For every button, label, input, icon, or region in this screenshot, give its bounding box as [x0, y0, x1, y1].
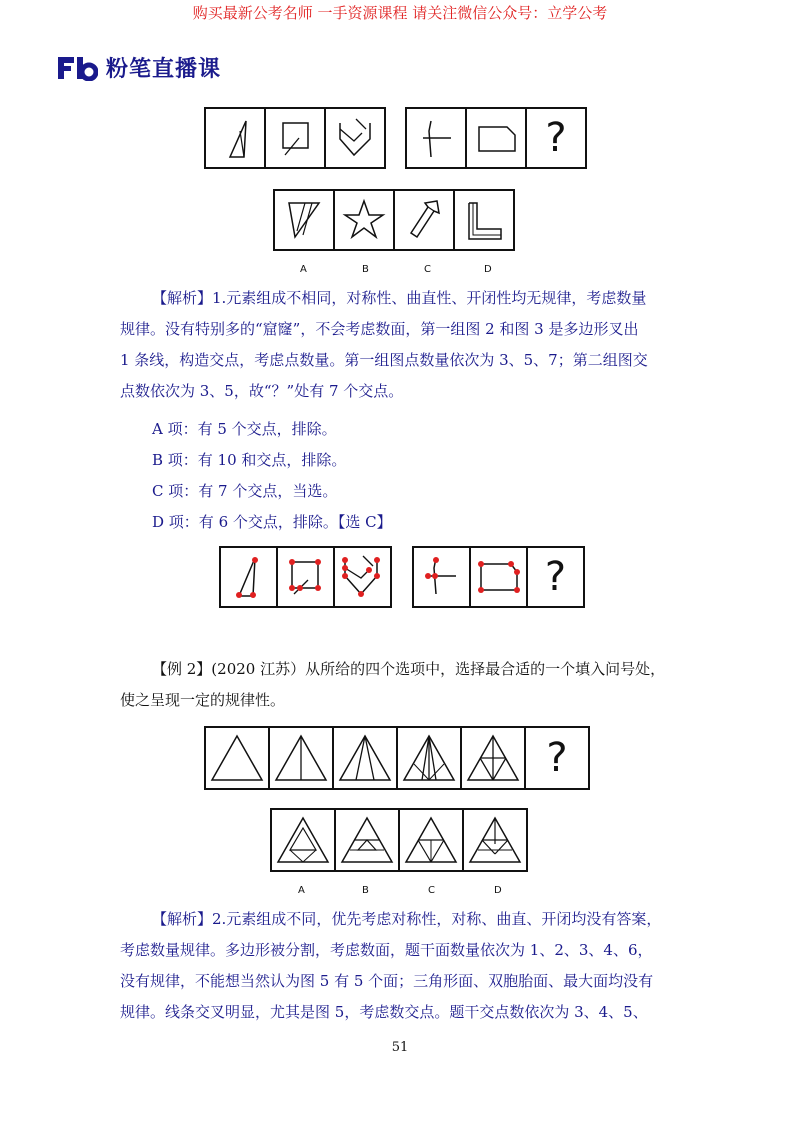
q2-options — [270, 808, 528, 872]
q1-annotated-figure-3 — [333, 546, 392, 608]
brand-logo — [58, 52, 221, 83]
q2-option-d — [462, 808, 528, 872]
q1-options — [273, 189, 515, 251]
q1-option-label-a: A — [300, 264, 307, 275]
q1-figure-4 — [405, 107, 467, 169]
q1-figure-question — [525, 107, 587, 169]
q1-option-d-text: D 项：有 6 个交点，排除。【选 C】 — [152, 513, 392, 531]
fb-logo-icon — [58, 55, 98, 81]
q2-figure-5 — [460, 726, 526, 790]
q1-figure-1 — [204, 107, 266, 169]
q1-annotated-figure-5 — [469, 546, 528, 608]
question-mark: ? — [544, 554, 567, 600]
q1-annotated-question — [526, 546, 585, 608]
q1-annotated-figure-2 — [276, 546, 335, 608]
q2-analysis-line-3: 没有规律，不能想当然认为图 5 有 5 个面；三角形面、双胞胎面、最大面均没有 — [120, 972, 654, 990]
q1-option-a — [273, 189, 335, 251]
q2-stem-line-2: 使之呈现一定的规律性。 — [120, 691, 286, 709]
q2-option-c — [398, 808, 464, 872]
q1-option-label-c: C — [424, 264, 431, 275]
page-number: 51 — [391, 1040, 409, 1055]
q1-analysis-line-4: 点数依次为 3、5，故“？”处有 7 个交点。 — [120, 382, 404, 400]
q1-figure-group-2 — [405, 107, 587, 169]
q2-figure-3 — [332, 726, 398, 790]
q2-figure-question — [524, 726, 590, 790]
question-mark: ? — [545, 115, 567, 161]
q1-option-label-b: B — [362, 264, 369, 275]
q2-option-b — [334, 808, 400, 872]
q1-figure-5 — [465, 107, 527, 169]
q2-analysis-line-1: 【解析】2.元素组成不同，优先考虑对称性，对称、曲直、开闭均没有答案， — [152, 910, 662, 928]
q1-option-label-d: D — [484, 264, 492, 275]
q2-option-a — [270, 808, 336, 872]
q2-analysis-line-2: 考虑数量规律。多边形被分割，考虑数面，题干面数量依次为 1、2、3、4、6， — [120, 941, 653, 959]
q2-figure-2 — [268, 726, 334, 790]
q1-option-c — [393, 189, 455, 251]
q1-annotated-group-1 — [219, 546, 392, 608]
q1-annotated-group-2 — [412, 546, 585, 608]
q1-analysis-line-2: 规律。没有特别多的“窟窿”，不会考虑数面，第一组图 2 和图 3 是多边形叉出 — [120, 320, 639, 338]
header-note: 购买最新公考名师 一手资源课程 请关注微信公众号：立学公考 — [192, 4, 608, 22]
q2-option-label-c: C — [428, 885, 435, 896]
q2-option-label-a: A — [298, 885, 305, 896]
q2-option-label-d: D — [494, 885, 502, 896]
q1-annotated-figure-4 — [412, 546, 471, 608]
q2-figure-row — [204, 726, 590, 790]
q1-annotated-figure-1 — [219, 546, 278, 608]
q1-figure-3 — [324, 107, 386, 169]
q2-figure-4 — [396, 726, 462, 790]
q2-figure-1 — [204, 726, 270, 790]
q2-analysis-line-4: 规律。线条交叉明显，尤其是图 5，考虑数交点。题干交点数依次为 3、4、5、 — [120, 1003, 648, 1021]
q2-option-label-b: B — [362, 885, 369, 896]
q1-option-a-text: A 项：有 5 个交点，排除。 — [152, 420, 337, 438]
q1-figure-group-1 — [204, 107, 386, 169]
q1-figure-2 — [264, 107, 326, 169]
q1-option-b — [333, 189, 395, 251]
question-mark: ? — [546, 735, 568, 781]
logo-text: 粉笔直播课 — [106, 57, 222, 82]
q2-stem-line-1: 【例 2】(2020 江苏）从所给的四个选项中，选择最合适的一个填入问号处， — [152, 660, 666, 678]
q1-option-b-text: B 项：有 10 和交点，排除。 — [152, 451, 347, 469]
q1-option-d — [453, 189, 515, 251]
q1-analysis-line-3: 1 条线，构造交点，考虑点数量。第一组图点数量依次为 3、5、7；第二组图交 — [120, 351, 648, 369]
q1-option-c-text: C 项：有 7 个交点，当选。 — [152, 482, 338, 500]
q1-analysis-line-1: 【解析】1.元素组成不相同，对称性、曲直性、开闭性均无规律，考虑数量 — [152, 289, 647, 307]
